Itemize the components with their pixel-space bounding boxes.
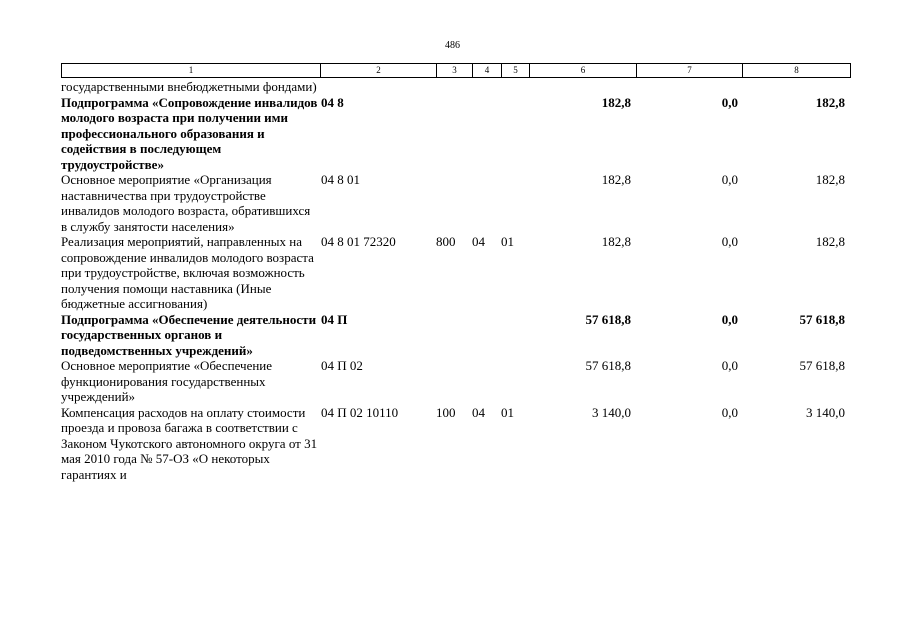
table-row — [61, 172, 851, 234]
row-col5: 01 — [501, 234, 514, 249]
row-name: Подпрограмма «Обеспечение деятельности государственных органов и подведомственных учреждений» — [61, 311, 317, 358]
row-value-col8: 182,8 — [815, 94, 845, 110]
column-header-row — [61, 63, 851, 78]
row-col5: 01 — [501, 404, 514, 420]
row-value-col8: 57 618,8 — [799, 311, 845, 327]
row-value-col8: 182,8 — [815, 172, 845, 187]
row-name: Основное мероприятие «Обеспечение функционирования государственных учреждений» — [61, 358, 273, 404]
row-col3: 800 — [436, 234, 456, 249]
row-value-col6: 182,8 — [601, 94, 631, 110]
column-number: 7 — [637, 64, 743, 78]
row-name: государственными внебюджетными фондами) — [61, 79, 317, 94]
table-row — [61, 79, 851, 95]
column-number: 2 — [321, 64, 437, 78]
table-row — [61, 312, 851, 359]
row-value-col7: 0,0 — [721, 404, 738, 420]
table-row — [61, 234, 851, 312]
row-value-col8: 182,8 — [815, 234, 845, 249]
row-code: 04 8 01 — [321, 172, 360, 187]
row-name: Подпрограмма «Сопровождение инвалидов молодого возраста при получении ими профессионального образования и содействия в последующем трудоустройстве» — [61, 94, 318, 172]
row-code: 04 П 02 10110 — [321, 404, 399, 420]
column-number: 1 — [62, 64, 321, 78]
table-row — [61, 358, 851, 405]
table-row — [61, 95, 851, 173]
row-value-col6: 57 618,8 — [585, 311, 631, 327]
column-number: 6 — [530, 64, 637, 78]
row-value-col7: 0,0 — [721, 94, 738, 110]
row-value-col6: 182,8 — [601, 172, 631, 187]
budget-table-body — [61, 79, 851, 482]
column-number: 4 — [473, 64, 502, 78]
row-name: Компенсация расходов на оплату стоимости проезда и провоза багажа в соответствии с Законом Чукотского автономного округа от 31 мая 2010 года № 57-ОЗ «О некоторых гарантиях и — [61, 404, 318, 482]
row-value-col7: 0,0 — [721, 358, 738, 373]
table-row — [61, 405, 851, 483]
column-number: 8 — [743, 64, 851, 78]
row-value-col7: 0,0 — [721, 234, 738, 249]
row-code: 04 8 01 72320 — [321, 234, 396, 249]
row-col4: 04 — [472, 234, 485, 249]
row-name: Основное мероприятие «Организация наставничества при трудоустройстве инвалидов молодого возраста, обратившихся в службу занятости населения» — [61, 172, 311, 234]
column-number: 5 — [502, 64, 530, 78]
row-code: 04 П 02 — [321, 358, 363, 373]
row-code: 04 8 — [321, 94, 344, 110]
column-number: 3 — [437, 64, 473, 78]
row-value-col6: 182,8 — [601, 234, 631, 249]
row-value-col6: 3 140,0 — [592, 404, 631, 420]
row-name: Реализация мероприятий, направленных на сопровождение инвалидов молодого возраста при трудоустройстве, включая возможность получения помощи наставника (Иные бюджетные ассигнования) — [61, 234, 314, 311]
row-value-col8: 57 618,8 — [799, 358, 845, 373]
row-value-col8: 3 140,0 — [806, 404, 845, 420]
row-value-col7: 0,0 — [721, 172, 738, 187]
row-col4: 04 — [472, 404, 485, 420]
row-col3: 100 — [436, 404, 456, 420]
row-value-col6: 57 618,8 — [585, 358, 631, 373]
row-code: 04 П — [321, 311, 348, 327]
page-number: 486 — [445, 40, 460, 51]
row-value-col7: 0,0 — [721, 311, 738, 327]
